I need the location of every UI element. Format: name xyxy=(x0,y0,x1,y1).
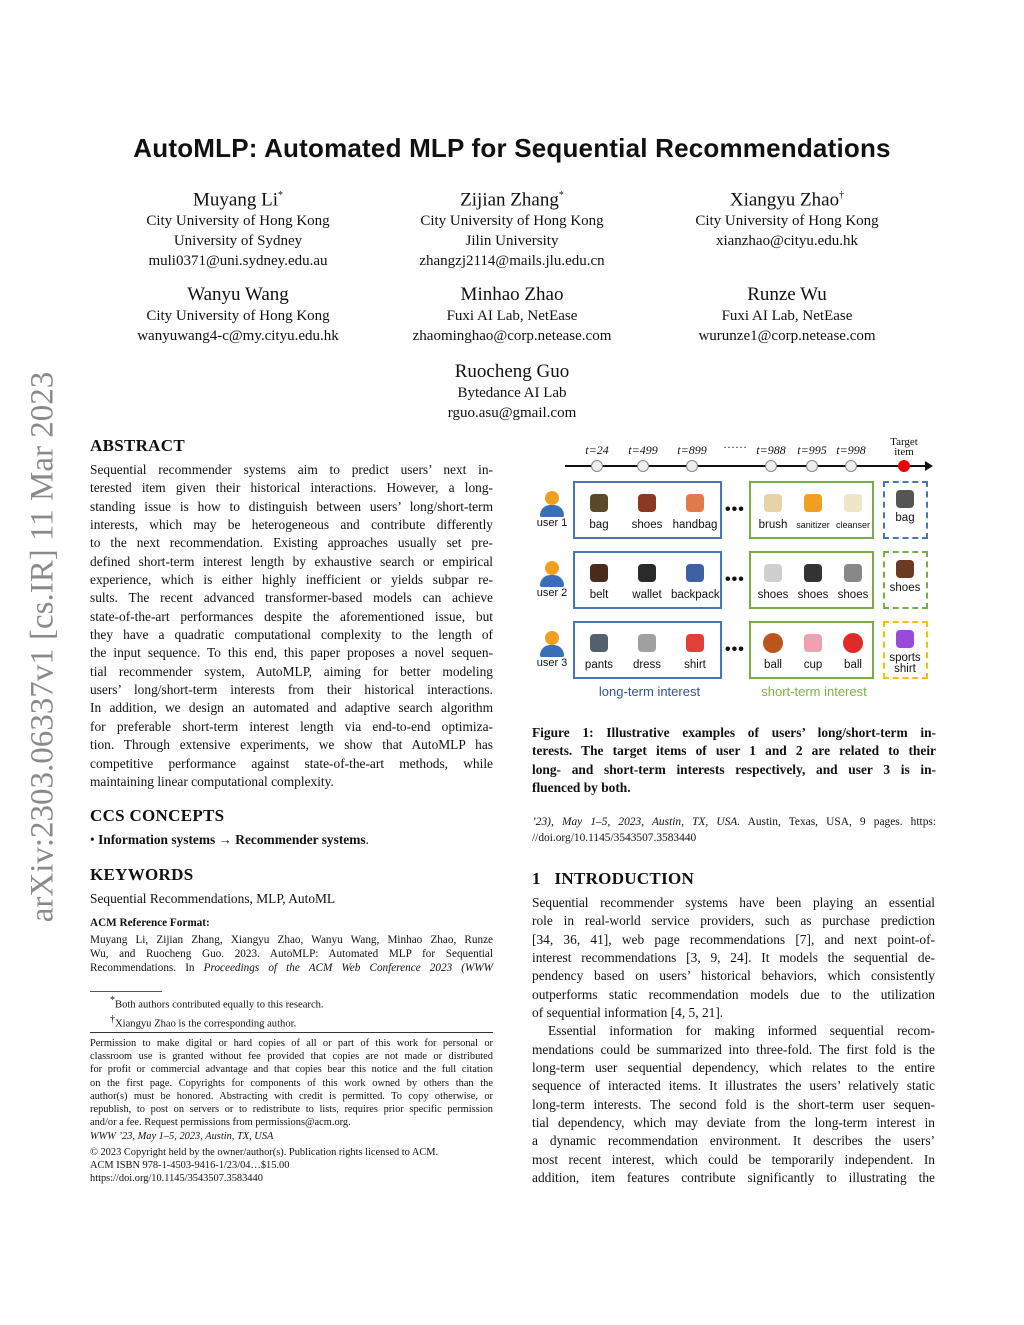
author-mark: * xyxy=(558,190,564,201)
text-line: the input sequence. To this end, this paper proposes a novel sequen- xyxy=(90,645,493,661)
author-email[interactable]: zhaominghao@corp.netease.com xyxy=(412,328,612,344)
text-line: tial dependency, which may deviate from the long-term interest in xyxy=(532,1115,935,1131)
text-line: sequence of interacted items. It illustrates the users’ relatively static xyxy=(532,1078,935,1094)
text-line: on the first page. Copyrights for components of this work owned by others than the xyxy=(90,1077,493,1089)
target-interest-box xyxy=(883,621,928,679)
footnote-text: Xiangyu Zhao is the corresponding author. xyxy=(115,1018,297,1030)
item-label: backpack xyxy=(671,589,720,601)
text-line: sults. The recent advanced transformer-based models can achieve xyxy=(90,590,493,606)
sanitizer-icon xyxy=(800,489,826,515)
item-label: shoes xyxy=(797,589,829,601)
user-body-icon xyxy=(540,575,564,587)
sports-shirt-icon xyxy=(892,625,918,651)
author-email[interactable]: xianzhao@cityu.edu.hk xyxy=(715,233,859,250)
timestep-node xyxy=(806,460,818,472)
text-line: Muyang Li, Zijian Zhang, Xiangyu Zhao, Wanyu Wang, Minhao Zhao, Runze xyxy=(90,934,493,946)
shoes-icon xyxy=(634,489,660,515)
paper-title: AutoMLP: Automated MLP for Sequential Recommendations xyxy=(133,133,891,163)
short-interest-box xyxy=(749,551,874,609)
keywords-text: Sequential Recommendations, MLP, AutoML xyxy=(90,891,336,906)
text-line: Permission to make digital or hard copies of all or part of this work for personal or xyxy=(90,1038,493,1049)
text-line: a dynamic recommendation environment. It describes the users’ xyxy=(532,1133,935,1149)
arrow-head-icon xyxy=(925,461,933,471)
author-email[interactable]: wurunze1@corp.netease.com xyxy=(698,328,876,344)
text-line: of sequential information [4, 5, 21]. xyxy=(532,1005,724,1021)
footnote xyxy=(110,994,493,1013)
item-handbag xyxy=(671,489,719,531)
timestep-label: t=24 xyxy=(585,443,609,457)
isbn-line: ACM ISBN 978-1-4503-9416-1/23/04…$15.00 xyxy=(90,1159,290,1171)
user-avatar xyxy=(530,491,574,529)
author-block xyxy=(362,284,662,346)
item-label: cleanser xyxy=(835,520,871,530)
text-line: mendations could be summarized into three-fold. The first fold is the xyxy=(532,1041,935,1057)
user-body-icon xyxy=(540,645,564,657)
target-label: item xyxy=(894,446,914,458)
user-avatar xyxy=(530,561,574,599)
text-line: experience, which is either highly inefficient or yields subpar re- xyxy=(90,572,493,588)
item-label: bag xyxy=(895,512,915,524)
user-avatar xyxy=(530,631,574,669)
item-cleanser xyxy=(829,489,877,531)
author-email[interactable]: rguo.asu@gmail.com xyxy=(447,405,577,421)
author-block xyxy=(88,284,388,346)
timestep-label: t=988 xyxy=(756,443,786,457)
author-affiliation: City University of Hong Kong xyxy=(420,213,604,230)
long-interest-box xyxy=(573,551,722,609)
author-affiliation: Fuxi AI Lab, NetEase xyxy=(721,308,853,324)
timeline-ellipsis: ······ xyxy=(723,440,747,454)
target-interest-box xyxy=(883,551,928,609)
wallet-icon xyxy=(634,559,660,585)
timestep-label: t=995 xyxy=(797,443,827,457)
author-affiliation: University of Sydney xyxy=(173,233,303,250)
text-line: Sequential recommender systems aim to predict users’ next in- xyxy=(90,462,493,477)
text-line: defined short-term interest length by exhaustive search or empirical xyxy=(90,553,493,569)
text-line: interest recommendations [3, 9, 24]. It models the sequential de- xyxy=(532,950,935,966)
author-affiliation: City University of Hong Kong xyxy=(146,213,330,230)
author-affiliation: City University of Hong Kong xyxy=(695,213,879,230)
ccs-period: . xyxy=(365,832,369,847)
ball-icon xyxy=(840,629,866,655)
shoes-icon xyxy=(840,559,866,585)
item-backpack xyxy=(671,559,719,601)
item-label: shoes xyxy=(889,582,921,594)
author-name: Zijian Zhang xyxy=(460,189,559,211)
item-bag xyxy=(575,489,623,531)
text-line: most recent interest, which could be temporarily independent. In xyxy=(532,1151,935,1167)
permission-text xyxy=(90,1037,493,1129)
text-line: republish, to post on servers or to redistribute to lists, requires prior specific permission xyxy=(90,1104,493,1116)
text-line: role in real-world service providers, such as purchase prediction xyxy=(532,913,935,929)
ball-icon xyxy=(760,629,786,655)
belt-icon xyxy=(586,559,612,585)
text-line: Sequential recommender systems have been playing an essential xyxy=(532,895,935,910)
short-interest-box xyxy=(749,621,874,679)
long-interest-box xyxy=(573,481,722,539)
doi-link[interactable]: https://doi.org/10.1145/3543507.3583440 xyxy=(90,1173,263,1185)
text-line: Essential information for making informed sequential recom- xyxy=(548,1023,935,1039)
introduction-heading xyxy=(532,869,694,889)
target-item-sports-shirt xyxy=(881,625,929,675)
dress-icon xyxy=(634,629,660,655)
item-dress xyxy=(623,629,671,671)
author-block xyxy=(88,185,388,271)
footnote xyxy=(110,1013,493,1032)
text-line: and/or a fee. Request permissions from permissions@acm.org. xyxy=(90,1117,351,1129)
text-line: classroom use is granted without fee provided that copies are not made or distributed xyxy=(90,1051,493,1063)
item-label: belt xyxy=(589,589,609,601)
text-line: [34, 36, 41], web page recommendations [7], and next point-of- xyxy=(532,931,935,947)
target-node xyxy=(898,460,910,472)
ref-plain-cont: Austin, Texas, USA, 9 pages. https: xyxy=(740,816,936,828)
copyright-line: © 2023 Copyright held by the owner/author(s). Publication rights licensed to ACM. xyxy=(90,1146,439,1158)
item-ball xyxy=(829,629,877,671)
target-interest-box xyxy=(883,481,928,539)
ref-venue: Proceedings of the ACM Web Conference 2023 (WWW xyxy=(203,962,493,975)
text-line: Wu, and Ruocheng Guo. 2023. AutoMLP: Automated MLP for Sequential xyxy=(90,948,493,961)
author-name: Runze Wu xyxy=(747,284,827,305)
figure-1 xyxy=(530,435,940,705)
text-line: In addition, we design an automated and adaptive search algorithm xyxy=(90,700,493,716)
text-line: long- and short-term interests respectively, and user 3 is in- xyxy=(532,761,936,777)
shoes-icon xyxy=(760,559,786,585)
backpack-icon xyxy=(682,559,708,585)
author-affiliation: Fuxi AI Lab, NetEase xyxy=(446,308,578,324)
author-block xyxy=(362,361,662,423)
footnote-text: Both authors contributed equally to this research. xyxy=(115,999,324,1011)
text-line: competitive performance against state-of-the-art methods, while xyxy=(90,755,493,771)
ccs-heading: CCS CONCEPTS xyxy=(90,806,225,825)
keywords-heading: KEYWORDS xyxy=(90,865,194,884)
author-email[interactable]: zhangzj2114@mails.jlu.edu.cn xyxy=(419,253,605,270)
pants-icon xyxy=(586,629,612,655)
bullet: • xyxy=(90,832,95,847)
text-line: standing issue is how to distinguish between users’ long/short-term xyxy=(90,498,493,514)
item-label: sanitizer xyxy=(796,520,830,530)
text-line: long-term user sequential dependency, which relates to the entire xyxy=(532,1060,935,1076)
row-ellipsis: ••• xyxy=(725,641,745,658)
user-head-icon xyxy=(545,631,559,645)
arxiv-stamp: arXiv:2303.06337v1 [cs.IR] 11 Mar 2023 xyxy=(24,371,61,923)
text-line: maintaining linear computational complexity. xyxy=(90,773,334,789)
timeline-axis xyxy=(565,465,927,467)
section-number: 1 xyxy=(532,869,541,888)
timestep-node xyxy=(591,460,603,472)
row-ellipsis: ••• xyxy=(725,571,745,588)
long-term-label: long-term interest xyxy=(598,684,701,699)
section-title: INTRODUCTION xyxy=(554,869,695,888)
acm-ref-heading: ACM Reference Format: xyxy=(90,917,210,929)
text-line: for preferable short-term interest length via end-to-end optimiza- xyxy=(90,718,493,734)
text-line: long-term interests. The second fold is the short-term user sequen- xyxy=(532,1096,935,1112)
item-shoes xyxy=(829,559,877,601)
permission-block xyxy=(90,1037,493,1185)
item-label: bag xyxy=(589,519,609,531)
text-line: fluenced by both. xyxy=(532,780,631,796)
user-head-icon xyxy=(545,561,559,575)
short-term-label: short-term interest xyxy=(761,684,867,699)
text-line: terests. The target items of user 1 and 2 are related to their xyxy=(532,743,936,759)
bag-icon xyxy=(586,489,612,515)
item-shirt xyxy=(671,629,719,671)
timestep-label: t=998 xyxy=(836,443,866,457)
text-line xyxy=(90,961,493,975)
shoes-icon xyxy=(892,555,918,581)
text-line: addition, item features contribute significantly to illustrating the xyxy=(532,1170,935,1186)
venue-line: WWW ’23, May 1–5, 2023, Austin, TX, USA xyxy=(90,1131,274,1143)
user-label: user 1 xyxy=(536,517,568,529)
timestep-label: t=899 xyxy=(677,443,707,457)
item-label: cup xyxy=(803,659,823,671)
user-body-icon xyxy=(540,505,564,517)
user-label: user 2 xyxy=(536,587,568,599)
item-wallet xyxy=(623,559,671,601)
timestep-node xyxy=(686,460,698,472)
ccs-concepts xyxy=(90,831,493,849)
author-mark: † xyxy=(839,190,845,201)
shirt-icon xyxy=(682,629,708,655)
handbag-icon xyxy=(682,489,708,515)
author-name: Muyang Li xyxy=(193,189,278,211)
author-affiliation: City University of Hong Kong xyxy=(146,308,330,324)
author-block xyxy=(362,185,662,271)
abstract-heading: ABSTRACT xyxy=(90,436,185,455)
target-item-bag xyxy=(881,485,929,524)
target-label: Target xyxy=(890,436,918,448)
cup-icon xyxy=(800,629,826,655)
item-label: shoes xyxy=(757,589,789,601)
text-line: they have a quadratic computational complexity to the length of xyxy=(90,627,493,643)
short-interest-box xyxy=(749,481,874,539)
text-line: Figure 1: Illustrative examples of users’ long/short-term in- xyxy=(532,725,936,740)
shoes-icon xyxy=(800,559,826,585)
abstract-body xyxy=(90,461,493,791)
text-line: tial recommender system, AutoMLP, aiming for better modeling xyxy=(90,663,493,679)
text-line: for profit or commercial advantage and that copies bear this notice and the full citation xyxy=(90,1064,493,1076)
text-line: tion. Through extensive experiments, we show that AutoMLP has xyxy=(90,737,493,753)
timestep-label: t=499 xyxy=(628,443,658,457)
long-interest-box xyxy=(573,621,722,679)
item-label: pants xyxy=(584,659,614,671)
timestep-node xyxy=(845,460,857,472)
author-affiliation: Bytedance AI Lab xyxy=(457,385,567,401)
text-line: state-of-the-art performances despite the aforementioned issue, but xyxy=(90,608,493,624)
text-line: to the next recommendation. Existing approaches usually set pre- xyxy=(90,535,493,551)
author-name: Xiangyu Zhao xyxy=(729,189,840,211)
author-mark: * xyxy=(277,190,283,201)
item-label: ball xyxy=(844,659,862,671)
permission-rule xyxy=(90,1032,493,1033)
ref-doi[interactable]: //doi.org/10.1145/3543507.3583440 xyxy=(532,832,697,844)
introduction-body xyxy=(532,894,935,1188)
author-block xyxy=(637,284,937,346)
item-label: ball xyxy=(764,659,782,671)
ref-plain: Recommendations. In xyxy=(90,962,204,975)
footnote-mark: * xyxy=(110,995,115,1006)
cleanser-icon xyxy=(840,489,866,515)
item-label: shoes xyxy=(837,589,869,601)
text-line: users’ long/short-term interests from their historical interactions. xyxy=(90,682,493,698)
author-affiliation: Jilin University xyxy=(465,233,559,250)
author-name: Minhao Zhao xyxy=(460,284,564,305)
acm-reference xyxy=(90,933,493,976)
timestep-node xyxy=(637,460,649,472)
item-label: wallet xyxy=(632,589,662,601)
text-line: interests, which may be heterogeneous and contribute differently xyxy=(90,517,493,533)
author-name: Ruocheng Guo xyxy=(454,361,570,382)
ref-venue-cont: ’23), May 1–5, 2023, Austin, TX, USA. xyxy=(532,816,741,828)
item-belt xyxy=(575,559,623,601)
user-head-icon xyxy=(545,491,559,505)
brush-icon xyxy=(760,489,786,515)
ccs-concept: Information systems → Recommender systems xyxy=(98,832,366,847)
timestep-node xyxy=(765,460,777,472)
footnote-rule xyxy=(90,991,162,992)
item-label: shirt xyxy=(684,659,706,671)
item-label: shoes xyxy=(631,519,663,531)
target-item-shoes xyxy=(881,555,929,594)
author-name: Wanyu Wang xyxy=(187,284,289,305)
row-ellipsis: ••• xyxy=(725,501,745,518)
author-email[interactable]: muli0371@uni.sydney.edu.au xyxy=(148,253,328,270)
figure-caption xyxy=(532,724,936,797)
text-line: terested item given their historical interactions. However, a long- xyxy=(90,480,493,496)
text-line: outperforms static recommendation models due to the utilization xyxy=(532,986,935,1002)
author-block xyxy=(637,185,937,251)
reference-continuation xyxy=(532,814,936,846)
footnotes xyxy=(110,994,493,1031)
item-label: sports shirt xyxy=(889,652,921,675)
bag-icon xyxy=(892,485,918,511)
item-shoes xyxy=(623,489,671,531)
text-line: author(s) must be honored. Abstracting with credit is permitted. To copy otherwise, or xyxy=(90,1090,493,1102)
item-label: brush xyxy=(758,519,788,531)
item-pants xyxy=(575,629,623,671)
author-email[interactable]: wanyuwang4-c@my.cityu.edu.hk xyxy=(137,328,339,344)
user-label: user 3 xyxy=(536,657,568,669)
footnote-mark: † xyxy=(110,1013,115,1025)
item-label: handbag xyxy=(672,519,718,531)
item-label: dress xyxy=(632,659,662,671)
text-line: pendency based on users’ historical behaviors, which consistently xyxy=(532,968,935,984)
